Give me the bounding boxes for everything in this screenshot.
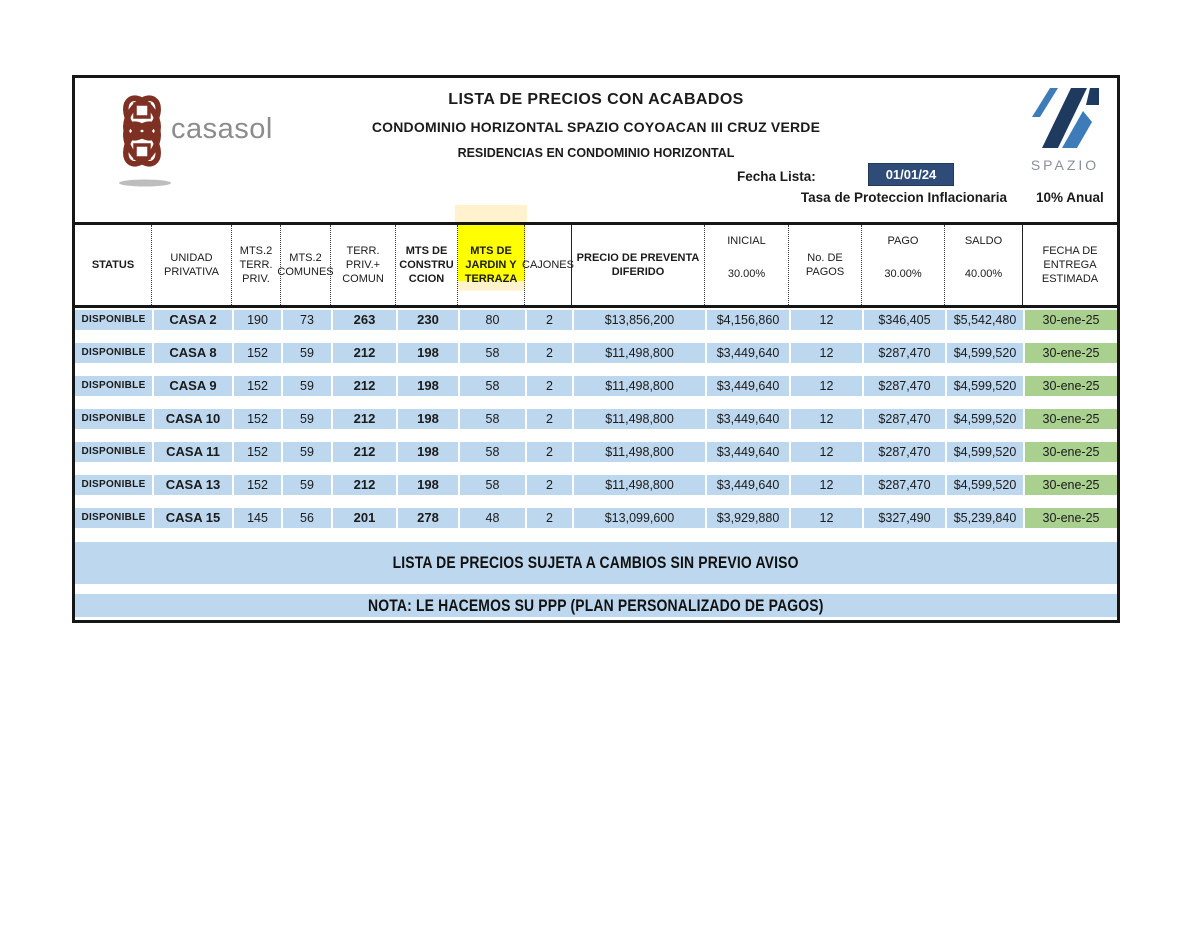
cell-inicial: $3,449,640 bbox=[705, 442, 789, 462]
cell-pago: $287,470 bbox=[862, 343, 945, 363]
cell-pago: $346,405 bbox=[862, 310, 945, 330]
table-row-casa-10 bbox=[75, 409, 1117, 429]
cell-cajones: 2 bbox=[525, 409, 572, 429]
cell-saldo: $4,599,520 bbox=[945, 343, 1023, 363]
column-header-line: DIFERIDO bbox=[611, 266, 665, 278]
page-subtitle-2: RESIDENCIAS EN CONDOMINIO HORIZONTAL bbox=[457, 146, 735, 160]
cell-mts_jardin: 58 bbox=[458, 376, 525, 396]
cell-fecha: 30-ene-25 bbox=[1023, 508, 1117, 528]
cell-precio: $11,498,800 bbox=[572, 442, 705, 462]
cell-precio: $11,498,800 bbox=[572, 376, 705, 396]
cell-pago: $287,470 bbox=[862, 376, 945, 396]
cell-mts2_terr_priv: 152 bbox=[232, 475, 281, 495]
cell-mts_construccion: 230 bbox=[396, 310, 458, 330]
cell-mts_construccion: 278 bbox=[396, 508, 458, 528]
column-header-line: TERRAZA bbox=[464, 273, 518, 286]
cell-pago: $287,470 bbox=[862, 442, 945, 462]
cell-status: DISPONIBLE bbox=[75, 310, 152, 330]
cell-mts_construccion: 198 bbox=[396, 475, 458, 495]
cell-pagos: 12 bbox=[789, 310, 862, 330]
cell-pagos: 12 bbox=[789, 475, 862, 495]
cell-mts_jardin: 48 bbox=[458, 508, 525, 528]
column-header-line: MTS.2 bbox=[239, 244, 273, 257]
cell-pagos: 12 bbox=[789, 409, 862, 429]
cell-fecha: 30-ene-25 bbox=[1023, 343, 1117, 363]
column-header-pago bbox=[862, 225, 945, 305]
fecha-lista-value: 01/01/24 bbox=[885, 167, 937, 182]
table-row-casa-13 bbox=[75, 475, 1117, 495]
table-body bbox=[75, 308, 1117, 541]
column-header-mts2_comunes bbox=[277, 225, 334, 305]
note-band-1 bbox=[75, 542, 1117, 584]
cell-cajones: 2 bbox=[525, 508, 572, 528]
cell-status: DISPONIBLE bbox=[75, 442, 152, 462]
cell-mts2_terr_priv: 152 bbox=[232, 442, 281, 462]
column-header-line: CAJONES bbox=[522, 258, 574, 271]
cell-unidad: CASA 13 bbox=[152, 475, 232, 495]
cell-unidad: CASA 15 bbox=[152, 508, 232, 528]
cell-mts_construccion: 198 bbox=[396, 376, 458, 396]
cell-cajones: 2 bbox=[525, 442, 572, 462]
cell-mts2_comunes: 56 bbox=[281, 508, 331, 528]
cell-mts_construccion: 198 bbox=[396, 409, 458, 429]
column-header-cajones bbox=[522, 225, 574, 305]
cell-mts2_comunes: 59 bbox=[281, 409, 331, 429]
cell-inicial: $3,449,640 bbox=[705, 343, 789, 363]
cell-mts_jardin: 58 bbox=[458, 442, 525, 462]
page-subtitle: CONDOMINIO HORIZONTAL SPAZIO COYOACAN III CRUZ VERDE bbox=[371, 119, 821, 135]
cell-saldo: $5,239,840 bbox=[945, 508, 1023, 528]
cell-precio: $13,099,600 bbox=[572, 508, 705, 528]
tasa-proteccion-label: Tasa de Proteccion Inflacionaria bbox=[800, 190, 1007, 205]
cell-precio: $13,856,200 bbox=[572, 310, 705, 330]
cell-unidad: CASA 2 bbox=[152, 310, 232, 330]
table-row-casa-9 bbox=[75, 376, 1117, 396]
cell-status: DISPONIBLE bbox=[75, 409, 152, 429]
cell-cajones: 2 bbox=[525, 310, 572, 330]
page-title: LISTA DE PRECIOS CON ACABADOS bbox=[448, 91, 744, 108]
column-header-fecha bbox=[1023, 225, 1117, 305]
tasa-proteccion-value: 10% Anual bbox=[1036, 190, 1104, 205]
column-header-line: MTS DE bbox=[470, 244, 512, 257]
cell-mts_jardin: 58 bbox=[458, 343, 525, 363]
column-header-line: ENTREGA bbox=[1043, 258, 1097, 271]
cell-fecha: 30-ene-25 bbox=[1023, 442, 1117, 462]
cell-inicial: $3,449,640 bbox=[705, 475, 789, 495]
cell-mts_jardin: 58 bbox=[458, 409, 525, 429]
cell-mts2_comunes: 59 bbox=[281, 475, 331, 495]
column-header-line: PRECIO DE PREVENTA bbox=[576, 251, 700, 264]
cell-mts_jardin: 80 bbox=[458, 310, 525, 330]
cell-pagos: 12 bbox=[789, 442, 862, 462]
price-list-document bbox=[72, 75, 1120, 623]
cell-terr_priv_comun: 212 bbox=[331, 442, 396, 462]
cell-pagos: 12 bbox=[789, 343, 862, 363]
cell-precio: $11,498,800 bbox=[572, 475, 705, 495]
cell-mts2_terr_priv: 145 bbox=[232, 508, 281, 528]
column-header-saldo bbox=[945, 225, 1023, 305]
column-header-line: INICIAL bbox=[727, 235, 766, 247]
cell-saldo: $4,599,520 bbox=[945, 442, 1023, 462]
column-header-mts_jardin bbox=[458, 225, 525, 305]
column-header-line: MTS.2 bbox=[289, 251, 322, 264]
column-header-line: CONSTRU bbox=[399, 258, 454, 271]
cell-mts_construccion: 198 bbox=[396, 343, 458, 363]
cell-terr_priv_comun: 212 bbox=[331, 475, 396, 495]
column-header-line: UNIDAD bbox=[170, 251, 213, 264]
cell-pagos: 12 bbox=[789, 376, 862, 396]
cell-fecha: 30-ene-25 bbox=[1023, 409, 1117, 429]
spazio-logo-icon bbox=[1029, 86, 1101, 150]
column-header-mts_construccion bbox=[396, 225, 458, 305]
cell-mts_jardin: 58 bbox=[458, 475, 525, 495]
column-header-terr_priv_comun bbox=[331, 225, 396, 305]
note2-text: NOTA: LE HACEMOS SU PPP (PLAN PERSONALIZADO DE PAGOS) bbox=[368, 595, 824, 615]
column-header-line: COMUN bbox=[342, 273, 384, 286]
column-header-line: PRIVATIVA bbox=[163, 266, 219, 278]
cell-inicial: $3,449,640 bbox=[705, 376, 789, 396]
cell-terr_priv_comun: 212 bbox=[331, 409, 396, 429]
cell-unidad: CASA 10 bbox=[152, 409, 232, 429]
cell-inicial: $3,449,640 bbox=[705, 409, 789, 429]
cell-cajones: 2 bbox=[525, 475, 572, 495]
table-row-casa-15 bbox=[75, 508, 1117, 528]
note1-text: LISTA DE PRECIOS SUJETA A CAMBIOS SIN PREVIO AVISO bbox=[392, 553, 800, 572]
cell-mts2_terr_priv: 190 bbox=[232, 310, 281, 330]
column-header-line: TERR. bbox=[239, 258, 273, 271]
cell-mts2_terr_priv: 152 bbox=[232, 376, 281, 396]
column-header-line: MTS DE bbox=[405, 244, 448, 257]
cell-mts2_comunes: 73 bbox=[281, 310, 331, 330]
column-header-line: PAGO bbox=[887, 235, 919, 247]
table-row-casa-8 bbox=[75, 343, 1117, 363]
cell-unidad: CASA 11 bbox=[152, 442, 232, 462]
cell-saldo: $4,599,520 bbox=[945, 376, 1023, 396]
column-header-line: COMUNES bbox=[277, 266, 334, 278]
fecha-lista-value-box bbox=[868, 163, 954, 186]
spazio-logo-text: SPAZIO bbox=[1030, 157, 1100, 173]
column-header-line: PRIV. bbox=[242, 273, 270, 286]
cell-mts2_comunes: 59 bbox=[281, 343, 331, 363]
column-header-line: STATUS bbox=[91, 258, 135, 271]
column-header-line: ESTIMADA bbox=[1041, 273, 1099, 286]
casasol-logo-text: casasol bbox=[171, 112, 273, 145]
column-header-precio bbox=[572, 225, 705, 305]
cell-saldo: $4,599,520 bbox=[945, 409, 1023, 429]
cell-mts2_terr_priv: 152 bbox=[232, 409, 281, 429]
cell-saldo: $5,542,480 bbox=[945, 310, 1023, 330]
document-header bbox=[75, 78, 1117, 222]
cell-unidad: CASA 9 bbox=[152, 376, 232, 396]
cell-terr_priv_comun: 212 bbox=[331, 343, 396, 363]
cell-unidad: CASA 8 bbox=[152, 343, 232, 363]
column-header-line: CCION bbox=[408, 273, 445, 286]
cell-status: DISPONIBLE bbox=[75, 343, 152, 363]
table-row-casa-2 bbox=[75, 310, 1117, 330]
cell-mts2_comunes: 59 bbox=[281, 442, 331, 462]
cell-status: DISPONIBLE bbox=[75, 475, 152, 495]
column-header-line: PRIV.+ bbox=[345, 258, 381, 271]
cell-status: DISPONIBLE bbox=[75, 508, 152, 528]
cell-precio: $11,498,800 bbox=[572, 409, 705, 429]
table-row-casa-11 bbox=[75, 442, 1117, 462]
column-header-mts2_terr_priv bbox=[232, 225, 281, 305]
column-header-line: No. DE PAGOS bbox=[805, 251, 845, 278]
cell-terr_priv_comun: 201 bbox=[331, 508, 396, 528]
cell-precio: $11,498,800 bbox=[572, 343, 705, 363]
column-header-pagos bbox=[789, 225, 862, 305]
cell-cajones: 2 bbox=[525, 343, 572, 363]
logo-shadow bbox=[119, 180, 171, 187]
cell-inicial: $4,156,860 bbox=[705, 310, 789, 330]
cell-mts2_comunes: 59 bbox=[281, 376, 331, 396]
column-header-unidad bbox=[152, 225, 232, 305]
cell-pagos: 12 bbox=[789, 508, 862, 528]
column-header-line: TERR. bbox=[346, 244, 380, 257]
column-header-line: JARDIN Y bbox=[465, 258, 517, 271]
cell-pago: $287,470 bbox=[862, 409, 945, 429]
column-header-line: SALDO bbox=[964, 235, 1003, 247]
column-header-line: 30.00% bbox=[727, 268, 766, 281]
column-header-line: 30.00% bbox=[884, 268, 922, 281]
fecha-lista-label: Fecha Lista: bbox=[737, 169, 816, 184]
cell-pago: $327,490 bbox=[862, 508, 945, 528]
cell-terr_priv_comun: 212 bbox=[331, 376, 396, 396]
cell-saldo: $4,599,520 bbox=[945, 475, 1023, 495]
cell-inicial: $3,929,880 bbox=[705, 508, 789, 528]
column-header-line: FECHA DE bbox=[1042, 244, 1098, 257]
note-band-2 bbox=[75, 594, 1117, 617]
cell-fecha: 30-ene-25 bbox=[1023, 310, 1117, 330]
cell-pago: $287,470 bbox=[862, 475, 945, 495]
cell-mts2_terr_priv: 152 bbox=[232, 343, 281, 363]
cell-terr_priv_comun: 263 bbox=[331, 310, 396, 330]
column-header-status bbox=[75, 225, 152, 305]
cell-fecha: 30-ene-25 bbox=[1023, 376, 1117, 396]
cell-mts_construccion: 198 bbox=[396, 442, 458, 462]
column-header-line: 40.00% bbox=[964, 268, 1003, 281]
table-header-row bbox=[75, 222, 1117, 308]
cell-status: DISPONIBLE bbox=[75, 376, 152, 396]
cell-fecha: 30-ene-25 bbox=[1023, 475, 1117, 495]
cell-cajones: 2 bbox=[525, 376, 572, 396]
yellow-highlight-strip bbox=[455, 205, 527, 222]
column-header-inicial bbox=[705, 225, 789, 305]
spazio-logo bbox=[1025, 86, 1105, 173]
